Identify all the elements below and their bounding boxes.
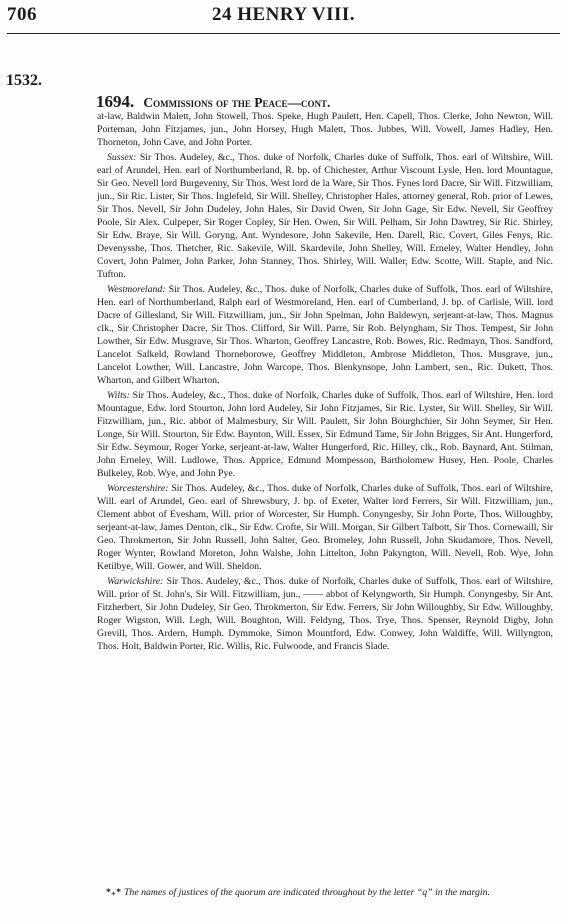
county-name: Sussex: — [107, 151, 137, 163]
year-marginal: 1532. — [6, 72, 42, 89]
county-paragraph-westmoreland — [97, 283, 553, 388]
county-name: Warwickshire: — [107, 575, 164, 587]
county-name: Wilts: — [107, 389, 130, 401]
county-name: Worcestershire: — [107, 482, 169, 494]
commission-text — [97, 110, 553, 655]
opening-paragraph: at-law, Baldwin Malett, John Stowell, Thos. Speke, Hugh Paulett, Hen. Capell, Thos. Clerke, John Newton, Will. Porteman, John Fitzjames, jun., John Horsey, Hugh Malett, Thos. Jubbes, Will. Vowell, James Hadley, Hen. Thorneton, John Cave, and John Porter. — [97, 111, 553, 149]
running-title: 24 HENRY VIII. — [211, 4, 356, 25]
county-paragraph-warwickshire — [97, 575, 553, 653]
footnote — [106, 887, 566, 899]
entry-number: 1694. — [96, 92, 135, 111]
entry-heading — [96, 92, 555, 111]
county-justices: Sir Thos. Audeley, &c., Thos. duke of Norfolk, Charles duke of Suffolk, Thos. earl of Wiltshire, Will. earl of Arundel, Geo. earl of Shrewsbury, J. bp. of Exeter, Walter lord Ferrers, Sir Will. Fitzwilliam, jun., Clement abbot of Evesham, Will. prior of Worcester, Sir Humph. Conyngesby, Sir John Porte, Thos. Willoughby, serjeant-at-law, James Denton, clk., Sir Edw. Crofte, Sir Will. Morgan, Sir Gilbert Talbott, Sir Thos. Cornewaill, Sir Geo. Throkmerton, Sir John Russell, John Salter, Geo. Bromeley, John Russell, John Skudamore, Thos. Nevell, Roger Wynter, Rowland Moreton, John Walshe, John Littelton, John Pakyngton, Will. Nevell, Rob. Wye, John Ketilbye, Will. Gower, and Will. Sheldon. — [97, 482, 553, 573]
asterism-icon: *₊* — [106, 887, 121, 898]
county-paragraph-sussex — [97, 151, 553, 282]
county-justices: Sir Thos. Audeley, &c., Thos. duke of Norfolk, Charles duke of Suffolk, Thos. earl of Wiltshire, Will. prior of St. John's, Sir Will. Fitzwilliam, jun., —— abbot of Kelyngworth, Sir Humph. Conyngesby, Sir Ant. Fitzherbert, Sir John Dudeley, Sir Geo. Throkmerton, Sir Edw. Ferrers, Sir John Willoughby, Sir Edw. Willoughby, Roger Wigston, Will. Legh, Will. Boughton, Will. Feldyng, Thos. Trye, Thos. Spenser, Reynold Digby, John Grevill, Thos. Ardern, Humph. Dymmoke, Simon Mountford, Edw. Conwey, John Waldiffe, Will. Willyngton, Thos. Holt, Baldwin Porter, Ric. Willis, Ric. Fulwoode, and Francis Slade. — [97, 575, 553, 652]
county-name: Westmoreland: — [107, 283, 166, 295]
county-justices: Sir Thos. Audeley, &c., Thos. duke of Norfolk, Charles duke of Suffolk, Thos. earl of Wiltshire, Hen. lord Mountague, Edw. lord Stourton, John lord Audeley, Sir John Fitzjames, Sir Ric. Lyster, Sir Will. Shelley, Sir Will. Fitzwilliam, jun., Ric. abbot of Malmesbury, Sir Will. Paulett, Sir John Bourghchier, Sir John Seymer, Sir Hen. Longe, Sir Will. Stourton, Sir Edw. Baynton, Will. Essex, Sir Edmund Tame, Sir John Brigges, Sir Ant. Hungerford, Sir Edw. Seymour, Roger Yorke, serjeant-at-law, Walter Hungerford, Ric. Hilley, clk., Rob. Baynard, Ant. Stilman, John Erneley, Will. Ludlowe, Thos. Apprice, Edmund Mompesson, Bartholomew Husey, Hen. Poole, Charles Bulkeley, Rob. Wye, and John Pye. — [97, 389, 553, 480]
page-number: 706 — [7, 4, 37, 25]
footnote-text: The names of justices of the quorum are indicated throughout by the letter “q” in the margin. — [123, 887, 490, 898]
header-rule — [7, 33, 560, 34]
county-justices: Sir Thos. Audeley, &c., Thos. duke of Norfolk, Charles duke of Suffolk, Thos. earl of Wiltshire, Hen. earl of Northumberland, Ralph earl of Westmoreland, Hen. earl of Cumberland, J. bp. of Carlisle, Will. lord Dacre of Gillesland, Sir Will. Fitzwilliam, jun., Sir John Spelman, John Baldewyn, serjeant-at-law, Thos. Magnus clk., Sir Christopher Dacre, Sir Thos. Clifford, Sir Will. Parre, Sir Rob. Belyngham, Sir Thos. Tempest, Sir John Lowther, Sir Edw. Musgrave, Sir Thos. Wharton, Geoffrey Lancastre, Rob. Bowes, Ric. Redmayn, Thos. Sandford, Lancelot Salkeld, Rowland Thorneborowe, Geoffrey Middleton, Ambrose Middleton, Thos. Musgrave, jun., Lancelot Lowther, Will. Lancastre, John Warcope, Thos. Blenkynsope, John Lambert, sen., Ric. Dukett, Thos. Wharton, and Gilbert Wharton. — [97, 283, 553, 387]
entry-title: Commissions of the Peace—cont. — [143, 95, 331, 110]
county-paragraph-worcestershire — [97, 482, 553, 573]
county-paragraph-wilts — [97, 389, 553, 480]
county-justices: Sir Thos. Audeley, &c., Thos. duke of Norfolk, Charles duke of Suffolk, Thos. earl of Wiltshire, Will. earl of Arundel, Hen. earl of Northumberland, R. bp. of Chichester, Arthur Viscount Lysle, Hen. lord Mountague, Sir Geo. Nevell lord Burgevenny, Sir Thos. West lord de la Ware, Sir Thos. Fynes lord Dacre, Sir Will. Fitzwilliam, jun., Sir Ric. Lister, Sir Thos. Inglefeld, Sir Will. Shelley, Christopher Hales, attorney general, Rob. prior of Lewes, Sir Thos. Nevell, Sir John Dudeley, John Hales, Sir David Owen, Sir John Gage, Sir Edw. Nevell, Sir Geoffrey Poole, Sir Alex. Culpeper, Sir Roger Copley, Sir Hen. Owen, Sir Will. Pelham, Sir John Dawtrey, Sir Ric. Shirley, Sir Edw. Braye, Sir Will. Goryng, Ant. Wyndesore, John Sakevile, Hen. Darell, Ric. Covert, Giles Fenys, Ric. Devenysshe, Thos. Thetcher, Ric. Sakevile, Will. Skardevile, John Shelley, Will. Erneley, Walter Hendley, John Covert, John Palmer, John Parker, John Stanney, Thos. Shirley, Will. Waller, Edw. Scotte, Will. Staple, and Nic. Tufton. — [97, 151, 553, 281]
